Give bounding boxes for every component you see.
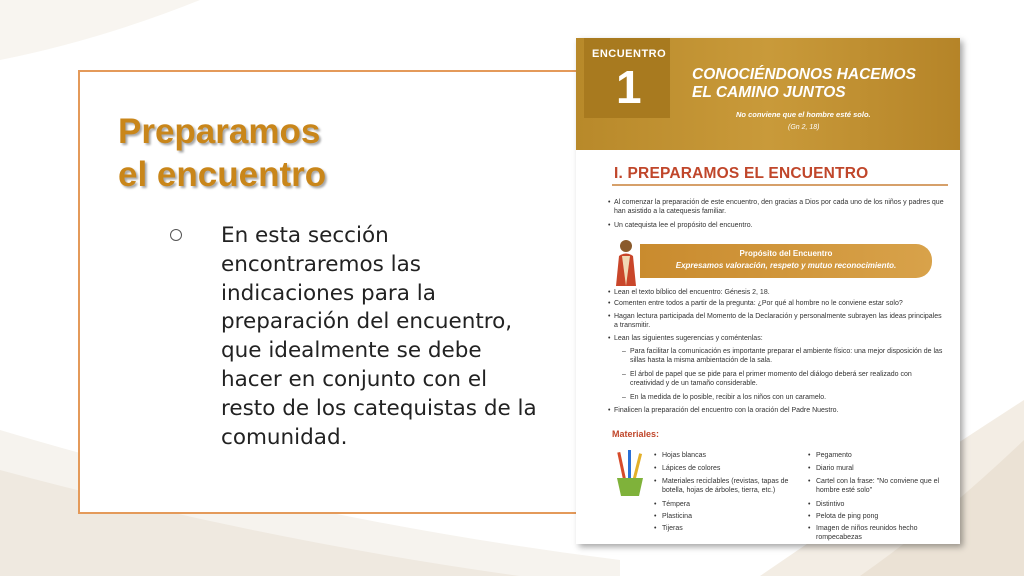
encounter-title [692, 66, 942, 102]
slide-title-line1: Preparamos [118, 112, 321, 151]
material-item: • Imagen de niños reunidos hecho rompecabezas [816, 524, 946, 542]
encounter-label: ENCUENTRO [592, 48, 667, 60]
section-title: I. PREPARAMOS EL ENCUENTRO [614, 165, 869, 182]
encounter-title-line2: EL CAMINO JUNTOS [692, 84, 846, 101]
proposito-title: Propósito del Encuentro [739, 249, 833, 258]
bullet-circle-icon [170, 229, 182, 241]
proposito-banner [640, 244, 932, 278]
material-item: • Tijeras [662, 524, 683, 533]
material-item: • Lápices de colores [662, 464, 720, 473]
material-item: • Diario mural [816, 464, 854, 473]
intro-bullet: • Al comenzar la preparación de este encuentro, den gracias a Dios por cada uno de los niños y padres que han asistido a la catequesis familiar. [614, 198, 946, 216]
material-item: • Plasticina [662, 512, 692, 521]
art-supplies-icon [612, 450, 648, 498]
material-item: • Témpera [662, 500, 690, 509]
encounter-title-line1: CONOCIÉNDONOS HACEMOS [692, 66, 916, 83]
intro-bullet: • Un catequista lee el propósito del encuentro. [614, 221, 946, 230]
suggestion-item: – En la medida de lo posible, recibir a los niños con un caramelo. [630, 393, 944, 402]
page-header [576, 38, 960, 150]
header-quote: No conviene que el hombre esté solo. [736, 110, 871, 119]
material-item: • Pelota de ping pong [816, 512, 878, 521]
book-page-image [576, 38, 960, 544]
encounter-number: 1 [616, 61, 642, 113]
slide-title [118, 110, 326, 196]
jesus-figure-icon [612, 238, 640, 286]
material-item: • Hojas blancas [662, 451, 706, 460]
header-reference: (Gn 2, 18) [788, 124, 820, 131]
section-divider [612, 184, 948, 186]
step-bullet: • Lean el texto bíblico del encuentro: Génesis 2, 18. [614, 288, 946, 297]
step-bullet: • Lean las siguientes sugerencias y coméntenlas: [614, 334, 946, 343]
slide-body-text: En esta sección encontraremos las indicaciones para la preparación del encuentro, que idealmente se debe hacer en conjunto con el resto de los catequistas de la comunidad. [221, 223, 537, 450]
proposito-subtitle: Expresamos valoración, respeto y mutuo reconocimiento. [675, 261, 897, 270]
step-bullet: • Hagan lectura participada del Momento de la Declaración y personalmente subrayen las ideas principales a transmitir. [614, 312, 946, 330]
step-bullet: • Comenten entre todos a partir de la pregunta: ¿Por qué al hombre no le conviene estar solo? [614, 299, 946, 308]
suggestion-item: – El árbol de papel que se pide para el primer momento del diálogo deberá ser realizado con creatividad y de un tamaño considerable. [630, 370, 944, 388]
material-item: • Cartel con la frase: "No conviene que el hombre esté solo" [816, 477, 946, 495]
material-item: • Distintivo [816, 500, 844, 509]
material-item: • Materiales reciclables (revistas, tapas de botella, hojas de árboles, tierra, etc.) [662, 477, 792, 495]
slide-title-line2: el encuentro [118, 155, 327, 194]
step-bullet: • Finalicen la preparación del encuentro con la oración del Padre Nuestro. [614, 406, 946, 415]
material-item: • Pegamento [816, 451, 852, 460]
suggestion-item: – Para facilitar la comunicación es importante preparar el ambiente físico: una mejor disposición de las sillas hasta la misma ambientación de la sala. [630, 347, 944, 365]
materials-title: Materiales: [612, 429, 660, 439]
